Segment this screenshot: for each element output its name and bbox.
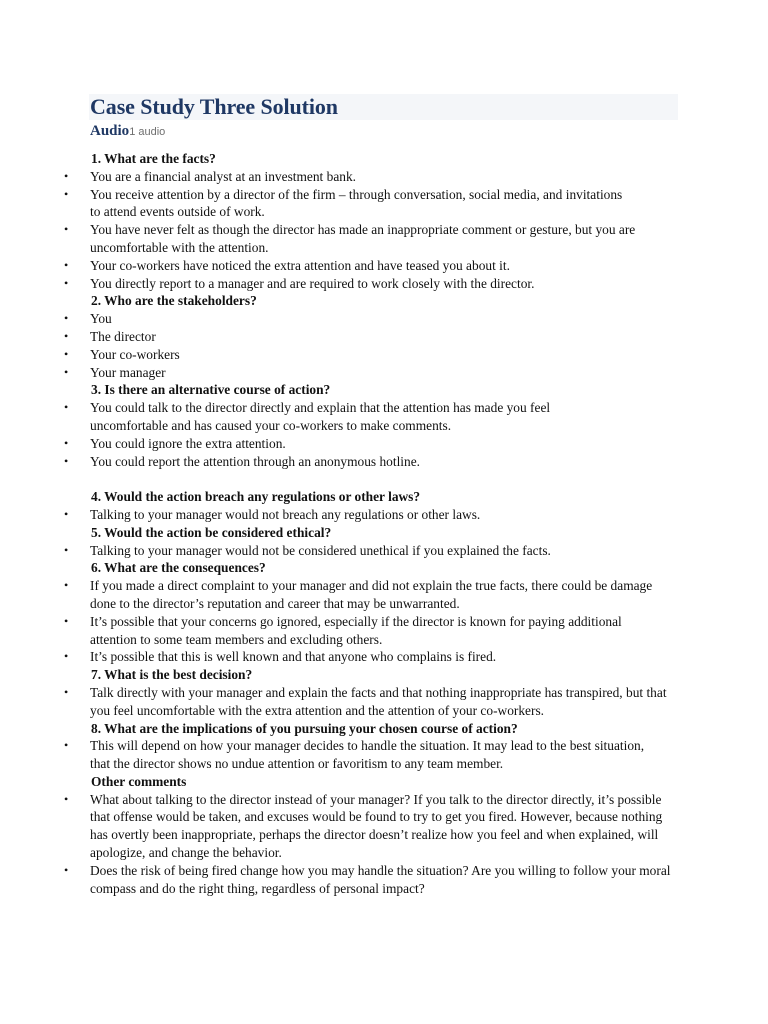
bullet-icon: • bbox=[64, 578, 69, 593]
audio-count-badge[interactable]: 1 audio bbox=[129, 126, 166, 138]
bullet-icon: • bbox=[64, 275, 69, 290]
list-item-text: Talking to your manager would not be considered unethical if you explained the facts. bbox=[90, 542, 551, 558]
bullet-icon: • bbox=[64, 649, 69, 664]
list-item-text: The director bbox=[90, 328, 156, 344]
list-item bbox=[0, 168, 680, 186]
section-heading: 1. What are the facts? bbox=[91, 151, 216, 166]
bullet-icon: • bbox=[64, 506, 69, 521]
list-item bbox=[0, 399, 620, 435]
bullet-icon: • bbox=[64, 542, 69, 557]
bullet-icon: • bbox=[64, 222, 69, 237]
bullet-icon: • bbox=[64, 791, 69, 806]
list-item bbox=[0, 364, 680, 382]
list-item bbox=[0, 310, 680, 328]
list-item-text: You are a financial analyst at an investment bank. bbox=[90, 168, 357, 184]
list-item-text: Your manager bbox=[90, 364, 166, 380]
list-item bbox=[0, 328, 680, 346]
bullet-icon: • bbox=[64, 311, 69, 326]
list-item-text: Does the risk of being fired change how you may handle the situation? Are you willing to follow your moral compass and do the right thing, regardless of personal impact? bbox=[90, 862, 671, 896]
list-item bbox=[0, 506, 680, 524]
bullet-icon: • bbox=[64, 346, 69, 361]
bullet-icon: • bbox=[64, 435, 69, 450]
audio-line bbox=[90, 122, 165, 140]
bullet-icon: • bbox=[64, 453, 69, 468]
list-item-text: You receive attention by a director of the firm – through conversation, social media, and invitations to attend events outside of work. bbox=[90, 186, 623, 220]
bullet-icon: • bbox=[64, 684, 69, 699]
audio-label: Audio bbox=[90, 123, 130, 139]
section-heading: 7. What is the best decision? bbox=[91, 667, 253, 683]
list-item bbox=[0, 737, 665, 773]
list-item-text: This will depend on how your manager decides to handle the situation. It may lead to the best situation, that the director shows no undue attention or favoritism to any team member. bbox=[90, 738, 645, 772]
list-item-text: You bbox=[90, 311, 112, 327]
list-item-text: You could report the attention through an anonymous hotline. bbox=[90, 453, 421, 469]
list-item-text: Talking to your manager would not breach any regulations or other laws. bbox=[90, 506, 481, 522]
list-item-text: It’s possible that your concerns go ignored, especially if the director is known for paying additional attention to some team members and excluding others. bbox=[90, 613, 622, 647]
bullet-icon: • bbox=[64, 257, 69, 272]
page-title: Case Study Three Solution bbox=[90, 94, 338, 119]
bullet-icon: • bbox=[64, 186, 69, 201]
list-item bbox=[0, 684, 680, 720]
list-item bbox=[0, 648, 680, 666]
bullet-icon: • bbox=[64, 328, 69, 343]
list-item-text: Your co-workers bbox=[90, 346, 180, 362]
list-item bbox=[0, 862, 680, 898]
list-item bbox=[0, 275, 680, 293]
section-heading: 3. Is there an alternative course of action? bbox=[91, 382, 331, 398]
list-item-text: Talk directly with your manager and explain the facts and that nothing inappropriate has transpired, but that you feel uncomfortable with the extra attention and the attention of your co-workers. bbox=[90, 684, 667, 718]
bullet-icon: • bbox=[64, 400, 69, 415]
list-item bbox=[0, 186, 630, 222]
list-item bbox=[0, 613, 640, 649]
section-heading: 4. Would the action breach any regulations or other laws? bbox=[91, 489, 421, 505]
list-item bbox=[0, 221, 670, 257]
list-item-text: You could talk to the director directly and explain that the attention has made you feel uncomfortable and has caused your co-workers to make comments. bbox=[90, 400, 551, 433]
list-item-text: If you made a direct complaint to your manager and did not explain the true facts, there could be damage done to the director’s reputation and career that may be unwarranted. bbox=[90, 578, 653, 611]
list-item bbox=[0, 257, 680, 275]
section-heading: Other comments bbox=[91, 773, 187, 789]
list-item bbox=[0, 577, 680, 613]
section-heading: 8. What are the implications of you pursuing your chosen course of action? bbox=[91, 720, 518, 736]
bullet-icon: • bbox=[64, 613, 69, 628]
section-heading: 6. What are the consequences? bbox=[91, 560, 266, 576]
section-heading: 2. Who are the stakeholders? bbox=[91, 293, 257, 309]
list-item bbox=[0, 791, 665, 862]
bullet-icon: • bbox=[64, 862, 69, 877]
list-item-text: Your co-workers have noticed the extra attention and have teased you about it. bbox=[90, 257, 510, 273]
list-item-text: You could ignore the extra attention. bbox=[90, 435, 286, 451]
bullet-icon: • bbox=[64, 738, 69, 753]
list-item bbox=[0, 435, 680, 453]
list-item-text: What about talking to the director instead of your manager? If you talk to the director directly, it’s possible that offense would be taken, and excuses would be found to try to get you fired. However, because nothing has overtly been inappropriate, perhaps the director doesn’t realize how you feel and when explained, will apologize, and change the behavior. bbox=[90, 791, 663, 861]
list-item bbox=[0, 453, 680, 471]
bullet-icon: • bbox=[64, 168, 69, 183]
bullet-icon: • bbox=[64, 364, 69, 379]
case-study-content bbox=[0, 150, 768, 897]
list-item-text: It’s possible that this is well known and that anyone who complains is fired. bbox=[90, 649, 497, 665]
list-item bbox=[0, 346, 680, 364]
section-heading: 5. Would the action be considered ethical? bbox=[91, 524, 332, 540]
list-item-text: You have never felt as though the director has made an inappropriate comment or gesture, but you are uncomfortable with the attention. bbox=[90, 222, 636, 255]
list-item bbox=[0, 542, 680, 560]
list-item-text: You directly report to a manager and are required to work closely with the director. bbox=[90, 275, 535, 291]
